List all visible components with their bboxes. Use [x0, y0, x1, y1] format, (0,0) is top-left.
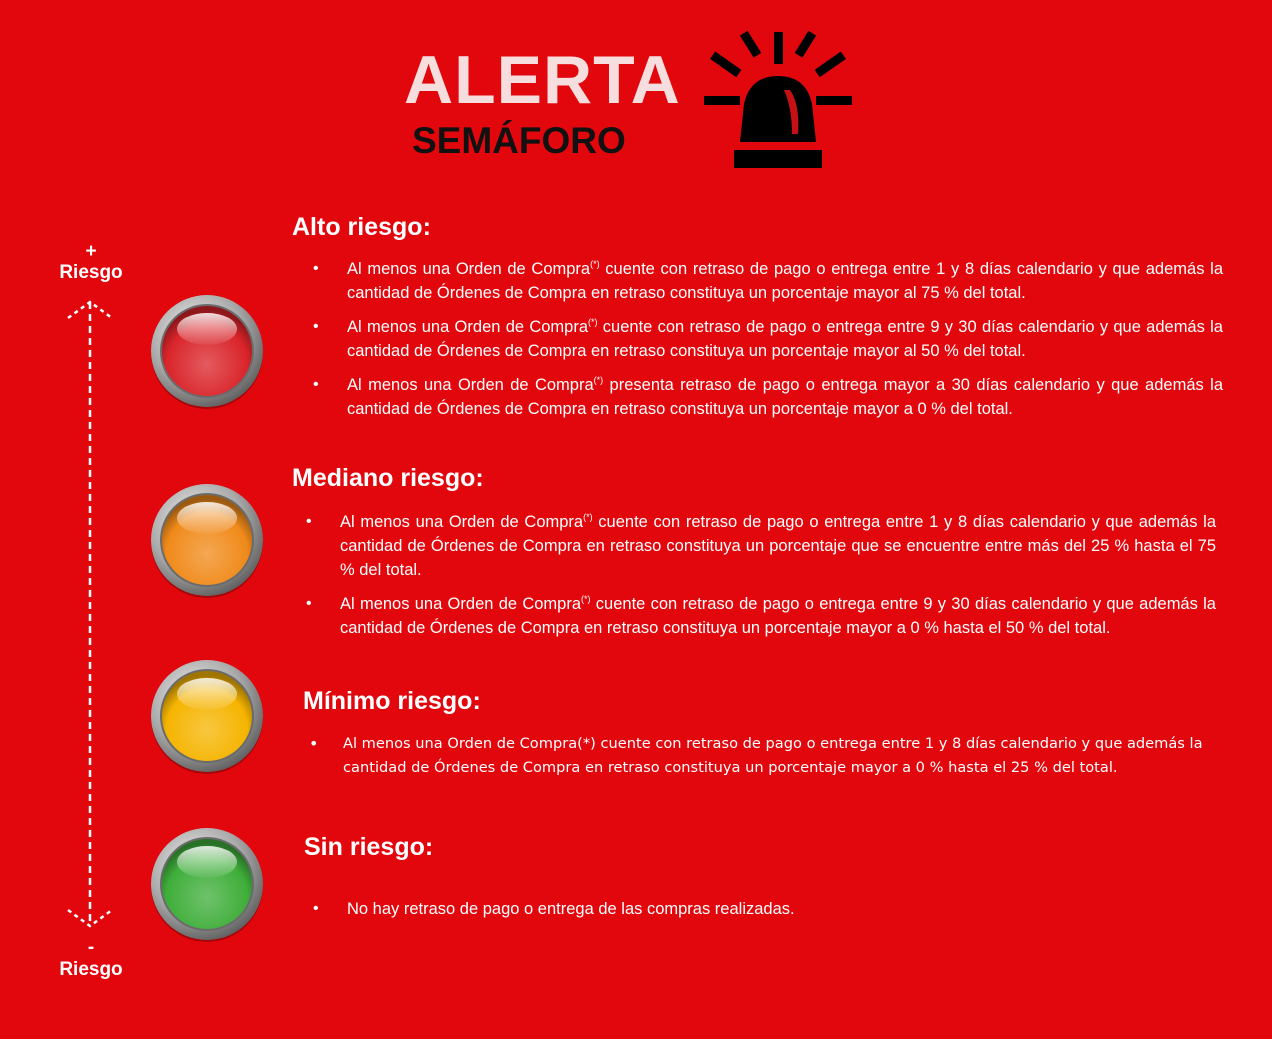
- siren-icon: [700, 30, 856, 172]
- minimum-risk-list: [309, 732, 1219, 790]
- bullet-icon: •: [309, 734, 319, 753]
- bullet-icon: •: [313, 260, 319, 277]
- list-item: • Al menos una Orden de Compra(*) presenta retraso de pago o entrega mayor a 30 días calendario y que además la cantidad de Órdenes de Compra en retraso constituya un porcentaje mayor a 0 % del total.: [313, 375, 1224, 418]
- no-risk-list: [313, 897, 1223, 931]
- minimum-risk-heading: Mínimo riesgo:: [303, 687, 481, 715]
- alert-subtitle: SEMÁFORO: [412, 120, 626, 161]
- scale-bottom-label: Riesgo: [59, 959, 123, 980]
- bullet-icon: •: [306, 513, 312, 530]
- list-item: • Al menos una Orden de Compra(*) cuente con retraso de pago o entrega entre 1 y 8 días calendario y que además la cantidad de Órdenes de Compra en retraso constituya un porcentaje que se encuentre entre más del 25 % hasta el 75 % del total.: [306, 512, 1216, 579]
- yellow-light-icon: [149, 658, 265, 774]
- bullet-icon: •: [313, 376, 319, 393]
- scale-bottom-sign: -: [87, 937, 95, 958]
- list-item: • No hay retraso de pago o entrega de las compras realizadas.: [347, 897, 1223, 921]
- medium-risk-list: [306, 510, 1216, 650]
- orange-light-icon: [149, 482, 265, 598]
- high-risk-list: [313, 257, 1224, 431]
- list-item: • Al menos una Orden de Compra(*) cuente con retraso de pago o entrega entre 9 y 30 días calendario y que además la cantidad de Órdenes de Compra en retraso constituya un porcentaje mayor a 0 % hasta el 50 % del total.: [306, 594, 1216, 637]
- high-risk-heading: Alto riesgo:: [292, 213, 431, 241]
- medium-risk-heading: Mediano riesgo:: [292, 464, 484, 492]
- risk-scale-arrow: [60, 296, 120, 936]
- red-light-icon: [149, 293, 265, 409]
- bullet-icon: •: [313, 318, 319, 335]
- scale-top-label: Riesgo: [59, 262, 123, 283]
- green-light-icon: [149, 826, 265, 942]
- bullet-icon: •: [313, 900, 319, 917]
- list-item: • Al menos una Orden de Compra(*) cuente con retraso de pago o entrega entre 1 y 8 días calendario y que además la cantidad de Órdenes de Compra en retraso constituya un porcentaje mayor a 0 % hasta el 25 % del total.: [309, 734, 1203, 776]
- alert-title: ALERTA: [404, 42, 681, 118]
- list-item: • Al menos una Orden de Compra(*) cuente con retraso de pago o entrega entre 9 y 30 días calendario y que además la cantidad de Órdenes de Compra en retraso constituya un porcentaje mayor al 50 % del total.: [313, 317, 1223, 360]
- list-item: • Al menos una Orden de Compra(*) cuente con retraso de pago o entrega entre 1 y 8 días calendario y que además la cantidad de Órdenes de Compra en retraso constituya un porcentaje mayor al 75 % del total.: [313, 259, 1223, 302]
- bullet-icon: •: [306, 595, 312, 612]
- no-risk-heading: Sin riesgo:: [304, 833, 434, 861]
- scale-top-sign: +: [85, 241, 97, 262]
